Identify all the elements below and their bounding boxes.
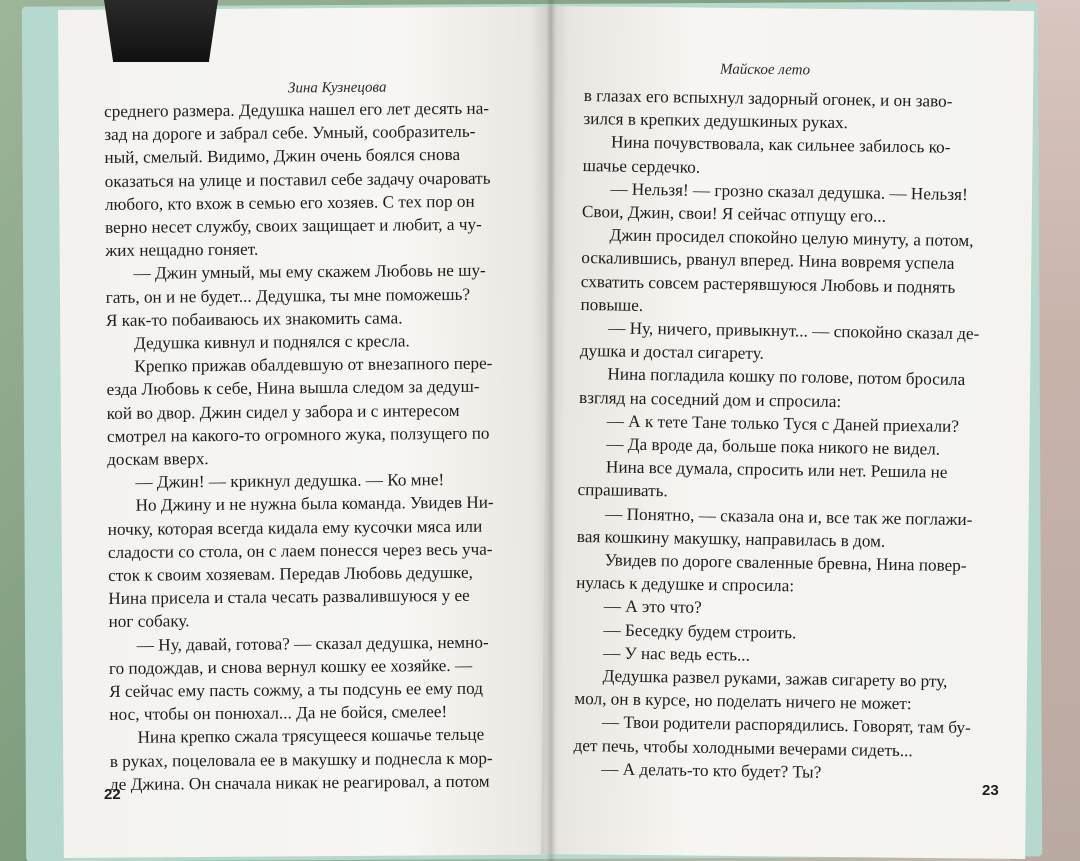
left-text-line: Дедушка кивнул и поднялся с кресла.: [134, 331, 410, 353]
right-text-line: повыше.: [580, 294, 644, 315]
right-text-line: Нина погладила кошку по голове, потом бросила: [607, 364, 966, 390]
left-text-line: жих нещадно гоняет.: [105, 239, 259, 261]
right-text-line: — У нас ведь есть...: [602, 643, 751, 665]
book-gutter: [546, 0, 556, 861]
right-text-line: вая кошкину макушку, направилась в дом.: [576, 526, 886, 551]
right-text-line: Свои, Джин, свои! Я сейчас отпущу его...: [581, 202, 887, 226]
right-text-line: — Твои родители распорядились. Говорят, там бу-: [601, 712, 971, 738]
left-text-line: среднего размера. Дедушка нашел его лет десять на-: [104, 98, 490, 121]
right-text-line: — Беседку будем строить.: [603, 620, 797, 643]
right-text-line: зился в крепких дедушкиных руках.: [583, 109, 849, 133]
right-text-line: — А это что?: [603, 596, 702, 618]
left-text-line: Я как-то побаиваюсь их знакомить сама.: [105, 308, 403, 330]
right-text-line: — Нельзя! — грозно сказал дедушка. — Нельзя!: [610, 179, 968, 204]
left-text-line: сладости со стола, он с лаем понесся через весь уча-: [107, 539, 493, 562]
left-text-line: Но Джину и не нужна была команда. Увидев Ни-: [135, 493, 494, 516]
left-text-line: верно несет службу, своих защищает и любит, а чу-: [105, 214, 482, 238]
left-text-line: оказаться на улице и поставил себе задачу очаровать: [104, 168, 491, 191]
right-page-text: [573, 84, 984, 786]
right-text-line: шачье сердечко.: [582, 155, 701, 177]
binder-clip: [96, 0, 226, 68]
right-text-line: Дедушка развел руками, зажав сигарету во рту,: [602, 666, 948, 691]
right-text-line: в глазах его вспыхнул задорный огонек, и он заво-: [583, 85, 953, 111]
left-text-line: езда Любовь к себе, Нина вышла следом за дедуш-: [106, 377, 480, 400]
left-text-line: Крепко прижав обалдевшую от внезапного пере-: [134, 353, 493, 376]
left-text-line: Я сейчас ему пасть сожму, а ты подсунь ее ему под: [109, 678, 484, 702]
left-text-line: зад на дороге и забрал себе. Умный, сообразитель-: [104, 121, 476, 145]
binder-clip-body: [104, 0, 218, 62]
left-text-line: кой во двор. Джин сидел у забора и с интересом: [106, 400, 460, 423]
left-text-line: — Джин умный, мы ему скажем Любовь не шу-: [133, 261, 486, 284]
right-text-line: спрашивать.: [577, 480, 668, 501]
left-text-line: Нина присела и стала чесать развалившуюся у ее: [108, 586, 470, 609]
left-text-line: — Ну, давай, готова? — сказал дедушка, немно-: [136, 632, 489, 655]
right-page-number: 23: [982, 782, 999, 799]
right-text-line: схватить совсем растерявшуюся Любовь и поднять: [580, 271, 956, 297]
left-text-line: ночку, которая всегда кидала ему кусочки мяса или: [107, 516, 483, 539]
left-text-line: гать, он и не будет... Дедушка, ты мне поможешь?: [105, 284, 471, 307]
right-text-line: взгляд на соседний дом и спросила:: [578, 387, 842, 411]
left-text-line: ный, смелый. Видимо, Джин очень боялся снова: [104, 145, 461, 168]
left-running-head: Зина Кузнецова: [287, 79, 387, 97]
left-text-line: го подождав, и снова вернул кошку ее хозяйке. —: [108, 655, 473, 678]
left-page-text: [104, 96, 530, 796]
right-text-line: — Понятно, — сказала она и, все так же поглажи-: [605, 504, 973, 529]
left-text-line: нос, чтобы он понюхал... Да не бойся, смелее!: [109, 702, 448, 725]
left-text-line: де Джина. Он сначала никак не реагировал, а потом: [109, 771, 490, 794]
left-text-line: доскам вверх.: [107, 449, 209, 470]
left-page-number: 22: [104, 786, 121, 803]
right-text-line: душка и достал сигарету.: [579, 341, 764, 364]
left-text-line: — Джин! — крикнул дедушка. — Ко мне!: [135, 470, 445, 492]
right-text-line: оскалившись, рванул вперед. Нина вовремя успела: [581, 248, 955, 274]
left-text-line: ног собаку.: [108, 611, 190, 632]
right-text-line: Джин просидел спокойно целую минуту, а потом,: [609, 225, 974, 251]
right-text-line: — Да вроде да, больше пока никого не видел.: [606, 434, 941, 459]
right-text-line: мол, он в курсе, но поделать ничего не может:: [574, 689, 912, 714]
right-text-line: — А к тете Тане только Туся с Даней приехали?: [606, 411, 960, 436]
left-text-line: сток к своим хозяевам. Передав Любовь дедушке,: [108, 562, 473, 586]
left-text-line: смотрел на какого-то огромного жука, ползущего по: [106, 423, 490, 446]
right-running-head: Майское лето: [719, 61, 811, 79]
right-text-line: — Ну, ничего, привыкнут... — спокойно сказал де-: [608, 318, 980, 344]
right-text-line: Увидев по дороге сваленные бревна, Нина повер-: [604, 550, 967, 576]
right-text-line: дет печь, чтобы холодными вечерами сидеть...: [573, 735, 913, 760]
left-text-line: в руках, поцеловала ее в макушку и поднесла к мор-: [109, 748, 493, 771]
right-text-line: нулась к дедушке и спросила:: [576, 573, 795, 596]
right-text-line: — А делать-то кто будет? Ты?: [601, 759, 822, 782]
left-text-line: Нина крепко сжала трясущееся кошачье тельце: [137, 725, 485, 748]
left-text-line: любого, кто вхож в семью его хозяев. С тех пор он: [104, 191, 475, 214]
right-text-line: Нина все думала, спросить или нет. Решила не: [605, 457, 948, 483]
right-text-line: Нина почувствовала, как сильнее забилось ко-: [610, 132, 951, 158]
